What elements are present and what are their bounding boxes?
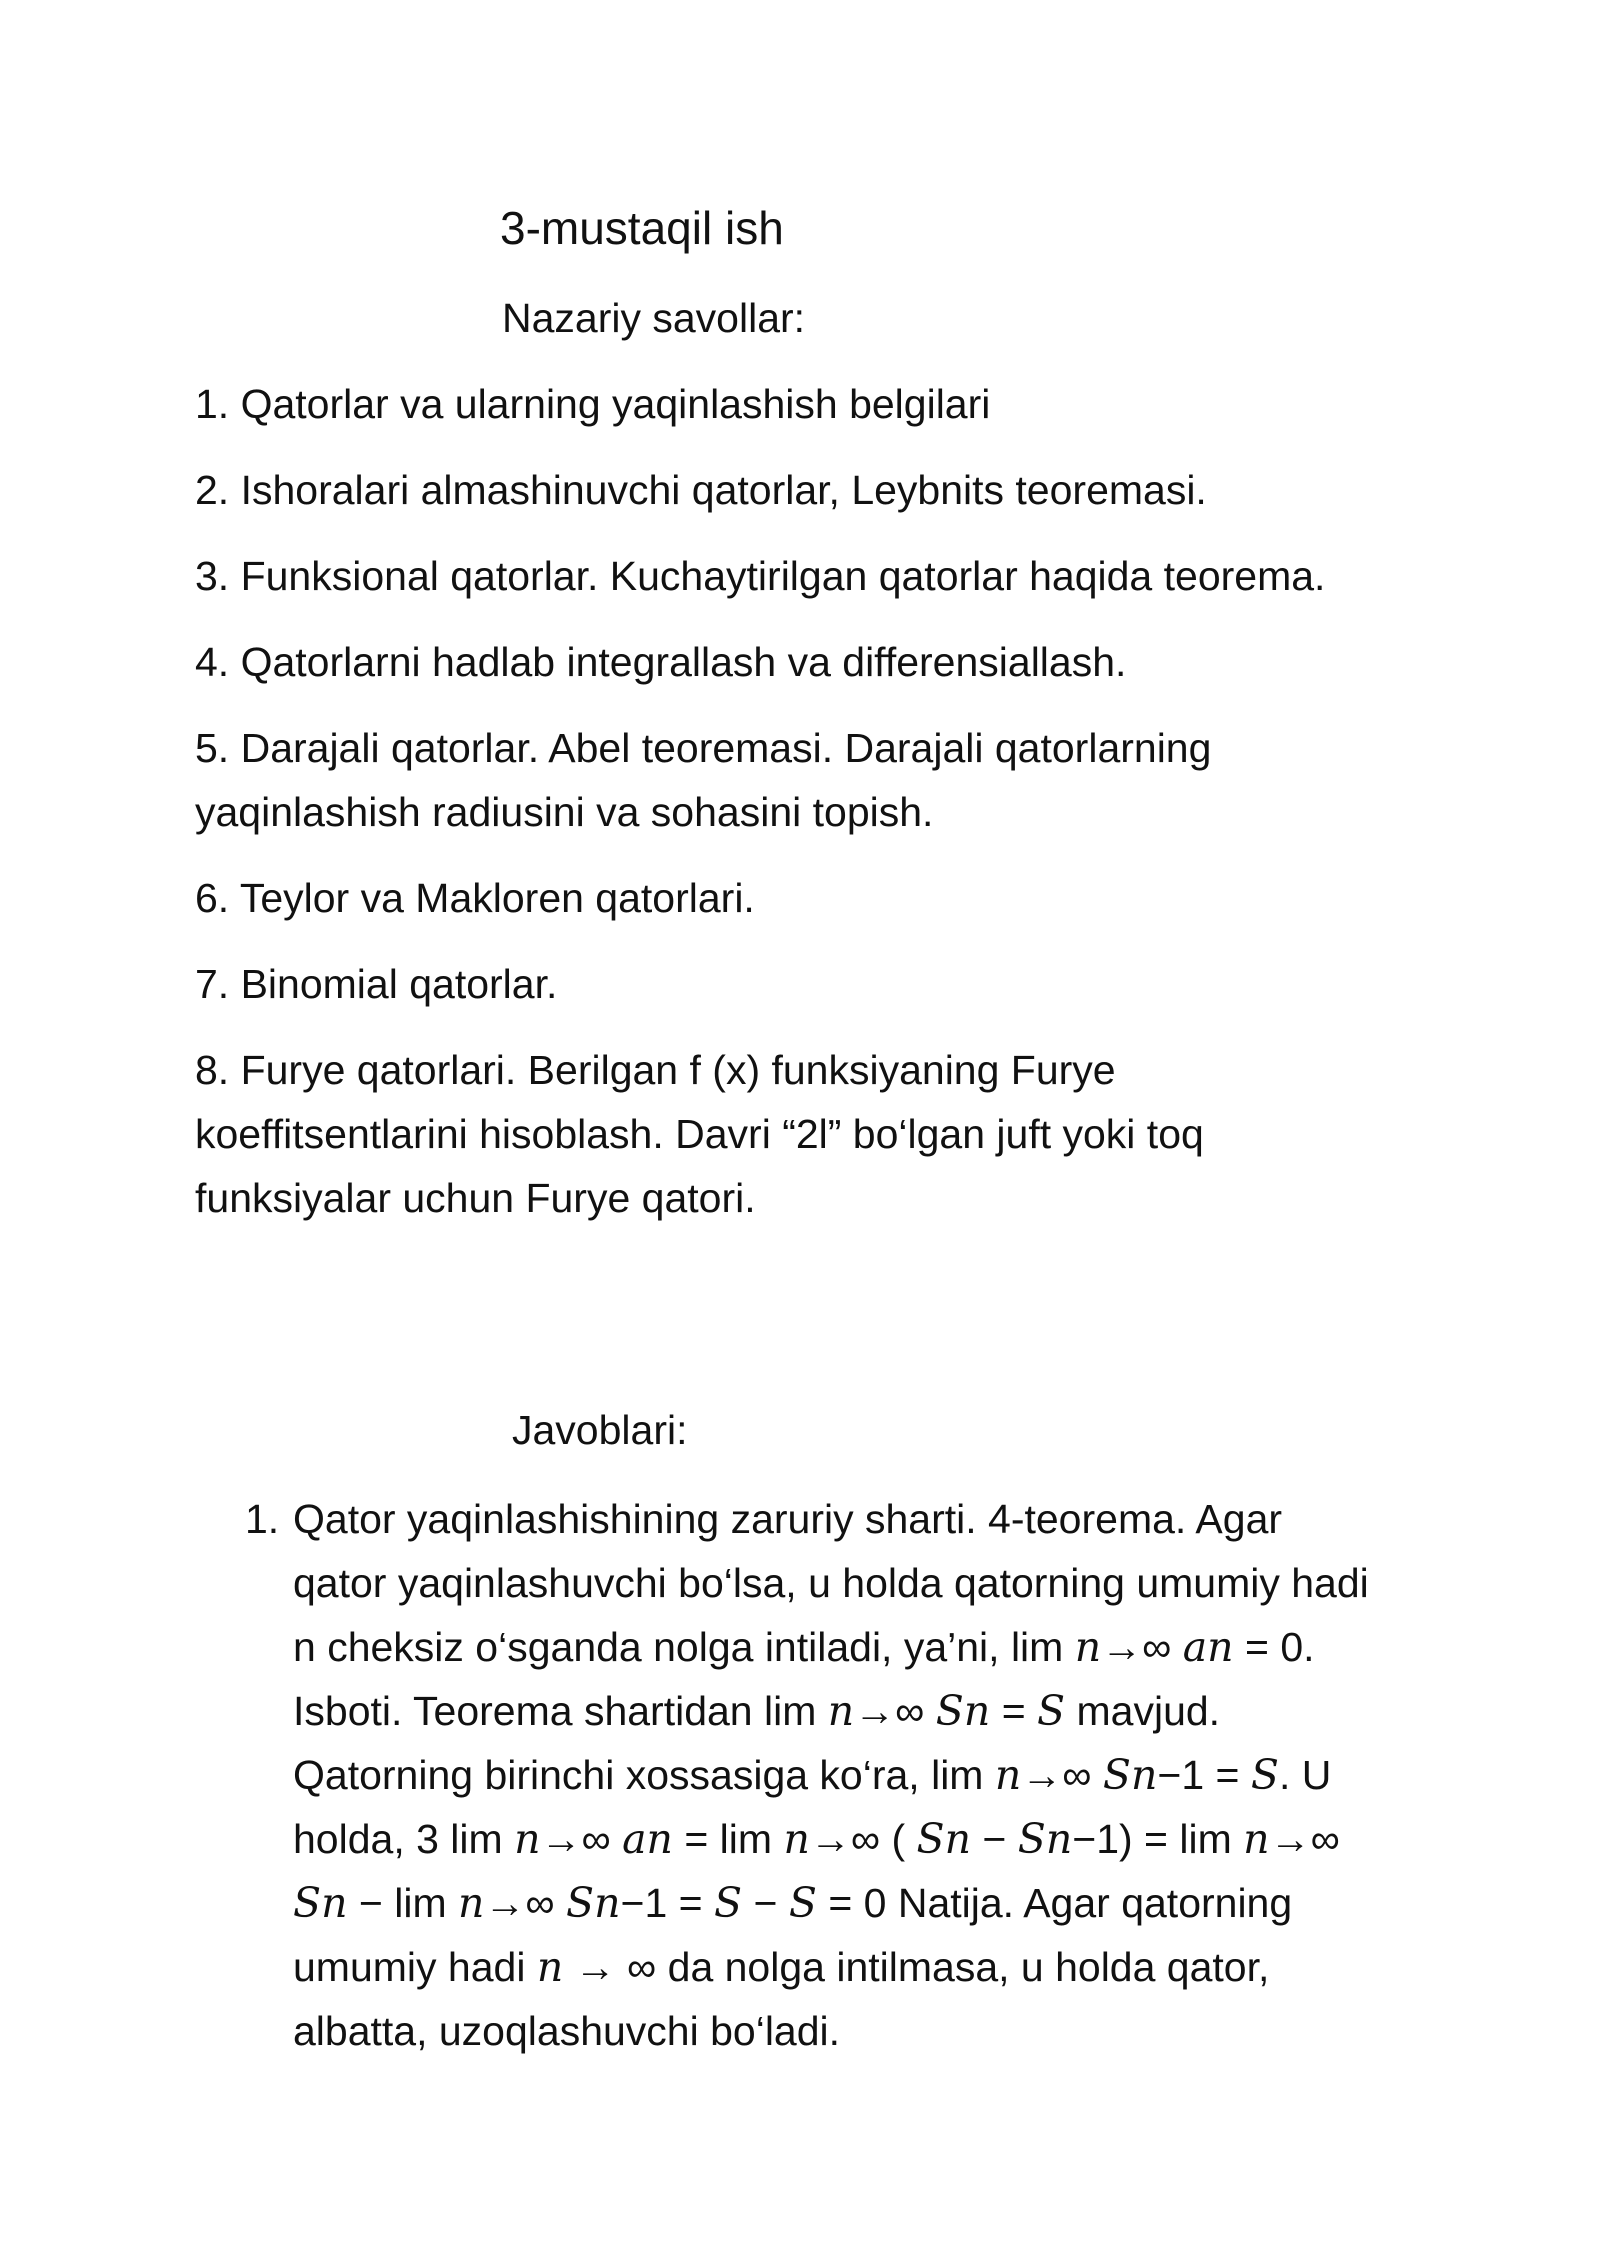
math-symbol: n — [1243, 1815, 1270, 1863]
math-symbol: Sn — [566, 1879, 621, 1927]
answer-text-run: →∞ — [854, 1688, 936, 1734]
answer-text-run: →∞ ( — [809, 1816, 917, 1862]
question-item: 1. Qatorlar va ularning yaqinlashish belgilari — [195, 381, 991, 427]
math-symbol: S — [1037, 1687, 1066, 1735]
math-symbol: n — [536, 1943, 564, 1991]
math-symbol: S — [714, 1879, 743, 1927]
question-item: 8. Furye qatorlari. Berilgan f (x) funksiyaning Furye koeffitsentlarini hisoblash. Davri “2l” bo‘lgan juft yoki toq funksiyalar uchun Furye qatori. — [195, 1047, 1204, 1221]
math-symbol: n — [783, 1815, 810, 1863]
math-symbol: Sn — [935, 1687, 991, 1735]
answer-text-run: →∞ — [1021, 1752, 1103, 1798]
math-symbol: an — [622, 1815, 673, 1863]
question-item: 6. Teylor va Makloren qatorlari. — [195, 875, 755, 921]
answer-text-run: − — [971, 1816, 1018, 1862]
math-symbol: Sn — [293, 1879, 348, 1927]
answer-text-run: −1 = — [620, 1880, 715, 1926]
answer-text-run: = lim — [672, 1816, 784, 1862]
answer-text — [293, 1487, 1385, 2063]
question-item: 2. Ishoralari almashinuvchi qatorlar, Leybnits teoremasi. — [195, 467, 1207, 513]
answer-text-run: mavjud. Qatorning birinchi xossasiga ko‘ra, lim — [293, 1688, 1221, 1798]
math-symbol: n — [458, 1879, 485, 1927]
answer-text-run: . U holda, 3 lim — [293, 1752, 1332, 1862]
answer-text-run: −1 = — [1157, 1752, 1251, 1798]
question-item: 5. Darajali qatorlar. Abel teoremasi. Darajali qatorlarning yaqinlashish radiusini va sohasini topish. — [195, 725, 1212, 835]
answer-text-run: →∞ — [540, 1816, 623, 1862]
answer-text-run: − — [742, 1880, 789, 1926]
answer-text-run: →∞ — [1101, 1624, 1183, 1670]
math-symbol: an — [1182, 1623, 1234, 1671]
answer-text-run: = 0 Natija. Agar qatorning umumiy hadi — [293, 1880, 1293, 1990]
answer-text-run: → ∞ da nolga intilmasa, u holda qator, albatta, uzoqlashuvchi bo‘ladi. — [293, 1944, 1270, 2054]
question-item: 4. Qatorlarni hadlab integrallash va differensiallash. — [195, 639, 1127, 685]
answer-text-run: = — [990, 1688, 1038, 1734]
math-symbol: Sn — [1102, 1751, 1158, 1799]
answer-item — [245, 1487, 1385, 2063]
math-symbol: n — [1074, 1623, 1102, 1671]
answer-text-run: = 0. Isboti. Teorema shartidan lim — [293, 1624, 1315, 1734]
answer-text-run: →∞ — [484, 1880, 567, 1926]
math-symbol: S — [788, 1879, 817, 1927]
questions-list — [195, 372, 1375, 1252]
answer-text-run: −1) = lim — [1072, 1816, 1244, 1862]
math-symbol: Sn — [1017, 1815, 1073, 1863]
section-heading-answers: Javoblari: — [512, 1407, 688, 1453]
answer-text-run: →∞ — [1269, 1816, 1340, 1862]
document-title: 3-mustaqil ish — [500, 202, 784, 254]
math-symbol: n — [827, 1687, 855, 1735]
section-heading-questions: Nazariy savollar: — [502, 295, 806, 341]
answer-number: 1. — [245, 1496, 280, 1542]
question-item: 7. Binomial qatorlar. — [195, 961, 558, 1007]
answer-text-run: Qator yaqinlashishining zaruriy sharti. 4-teorema. Agar qator yaqinlashuvchi bo‘lsa, u holda qatorning umumiy hadi n cheksiz o‘sganda nolga intiladi, ya’ni, lim — [293, 1496, 1369, 1670]
math-symbol: S — [1250, 1751, 1279, 1799]
question-item: 3. Funksional qatorlar. Kuchaytirilgan qatorlar haqida teorema. — [195, 553, 1326, 599]
math-symbol: n — [994, 1751, 1022, 1799]
math-symbol: Sn — [916, 1815, 972, 1863]
math-symbol: n — [514, 1815, 541, 1863]
answer-text-run: − lim — [347, 1880, 458, 1926]
